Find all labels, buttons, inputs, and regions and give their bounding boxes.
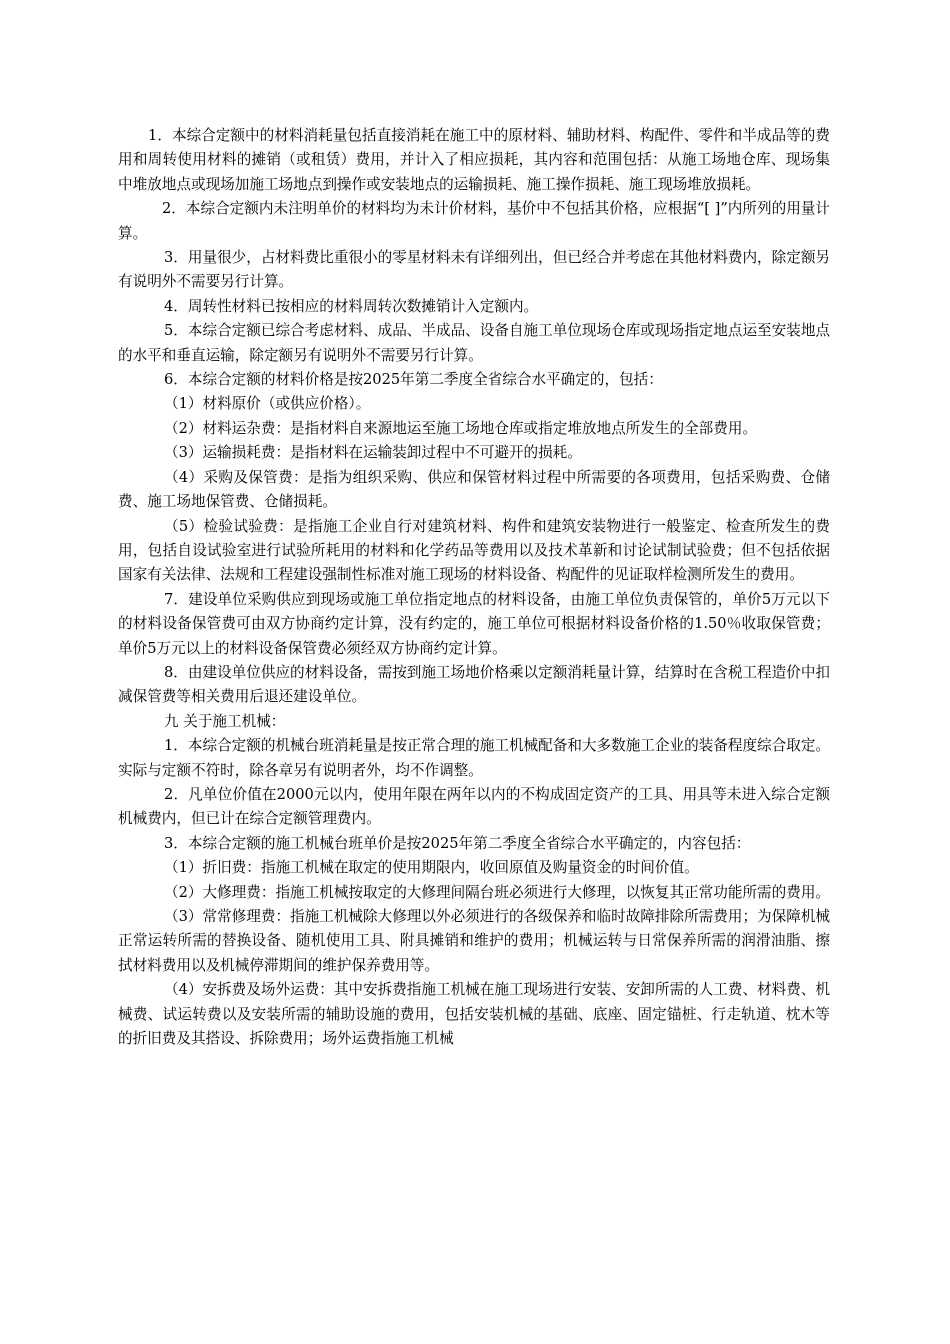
- paragraph-material-6-5: （5）检验试验费：是指施工企业自行对建筑材料、构件和建筑安装物进行一般鉴定、检查所发生的费用，包括自设试验室进行试验所耗用的材料和化学药品等费用以及技术革新和讨论试制试验费；但不包括依据国家有关法律、法规和工程建设强制性标准对施工现场的材料设备、构配件的见证取样检测所发生的费用。: [118, 517, 830, 584]
- paragraph-machinery-3-3: （3）常常修理费：指施工机械除大修理以外必须进行的各级保养和临时故障排除所需费用；为保障机械正常运转所需的替换设备、随机使用工具、附具摊销和维护的费用；机械运转与日常保养所需的润滑油脂、擦拭材料费用以及机械停滞期间的维护保养费用等。: [118, 908, 831, 974]
- paragraph-material-6-4: （4）采购及保管费：是指为组织采购、供应和保管材料过程中所需要的各项费用，包括采购费、仓储费、施工场地保管费、仓储损耗。: [118, 468, 830, 511]
- paragraph-machinery-3: 3．本综合定额的施工机械台班单价是按2025年第二季度全省综合水平确定的，内容包括：: [164, 834, 751, 852]
- paragraph-material-3: 3．用量很少，占材料费比重很小的零星材料未有详细列出，但已经合并考虑在其他材料费内，除定额另有说明外不需要另行计算。: [118, 249, 831, 291]
- paragraph-material-1: 1．本综合定额中的材料消耗量包括直接消耗在施工中的原材料、辅助材料、构配件、零件和半成品等的费用和周转使用材料的摊销（或租赁）费用，并计入了相应损耗，其内容和范围包括：从施工场地仓库、现场集中堆放地点或现场加施工场地点到操作或安装地点的运输损耗、施工操作损耗、施工现场堆放损耗。: [118, 127, 830, 193]
- paragraph-material-5: 5．本综合定额已综合考虑材料、成品、半成品、设备自施工单位现场仓库或现场指定地点运至安装地点的水平和垂直运输，除定额另有说明外不需要另行计算。: [118, 322, 831, 364]
- section-heading-machinery: 九 关于施工机械：: [164, 712, 286, 730]
- paragraph-material-6-1: （1）材料原价（或供应价格）。: [164, 395, 371, 413]
- paragraph-material-8: 8．由建设单位供应的材料设备，需按到施工场地价格乘以定额消耗量计算，结算时在含税工程造价中扣减保管费等相关费用后退还建设单位。: [118, 663, 831, 706]
- paragraph-machinery-3-4: （4）安拆费及场外运费：其中安拆费指施工机械在施工现场进行安装、安卸所需的人工费、材料费、机械费、试运转费以及安装所需的辅助设施的费用，包括安装机械的基础、底座、固定锚桩、行走轨道、枕木等的折旧费及其搭设、拆除费用；场外运费指施工机械: [118, 981, 831, 1048]
- paragraph-material-4: 4．周转性材料已按相应的材料周转次数摊销计入定额内。: [164, 297, 539, 315]
- paragraph-material-7: 7．建设单位采购供应到现场或施工单位指定地点的材料设备，由施工单位负责保管的，单价5万元以下的材料设备保管费可由双方协商约定计算，没有约定的，施工单位可根据材料设备价格的1.50％收取保管费；单价5万元以上的材料设备保管费必须经双方协商约定计算。: [118, 590, 830, 657]
- paragraph-machinery-1: 1．本综合定额的机械台班消耗量是按正常合理的施工机械配备和大多数施工企业的装备程度综合取定。实际与定额不符时，除各章另有说明者外，均不作调整。: [118, 737, 831, 779]
- paragraph-material-2: 2．本综合定额内未注明单价的材料均为未计价材料，基价中不包括其价格，应根据“[ ]”内所列的用量计算。: [118, 200, 830, 242]
- paragraph-material-6: 6．本综合定额的材料价格是按2025年第二季度全省综合水平确定的，包括：: [164, 371, 663, 389]
- paragraph-machinery-3-1: （1）折旧费：指施工机械在取定的使用期限内，收回原值及购量资金的时间价值。: [164, 859, 699, 877]
- paragraph-machinery-2: 2．凡单位价值在2000元以内，使用年限在两年以内的不构成固定资产的工具、用具等未进入综合定额机械费内，但已计在综合定额管理费内。: [118, 785, 830, 828]
- paragraph-machinery-3-2: （2）大修理费：指施工机械按取定的大修理间隔台班必须进行大修理，以恢复其正常功能所需的费用。: [164, 883, 831, 901]
- paragraph-material-6-3: （3）运输损耗费：是指材料在运输装卸过程中不可避开的损耗。: [164, 444, 582, 462]
- document-page: [118, 124, 830, 1051]
- paragraph-material-6-2: （2）材料运杂费：是指材料自来源地运至施工场地仓库或指定堆放地点所发生的全部费用。: [164, 419, 758, 437]
